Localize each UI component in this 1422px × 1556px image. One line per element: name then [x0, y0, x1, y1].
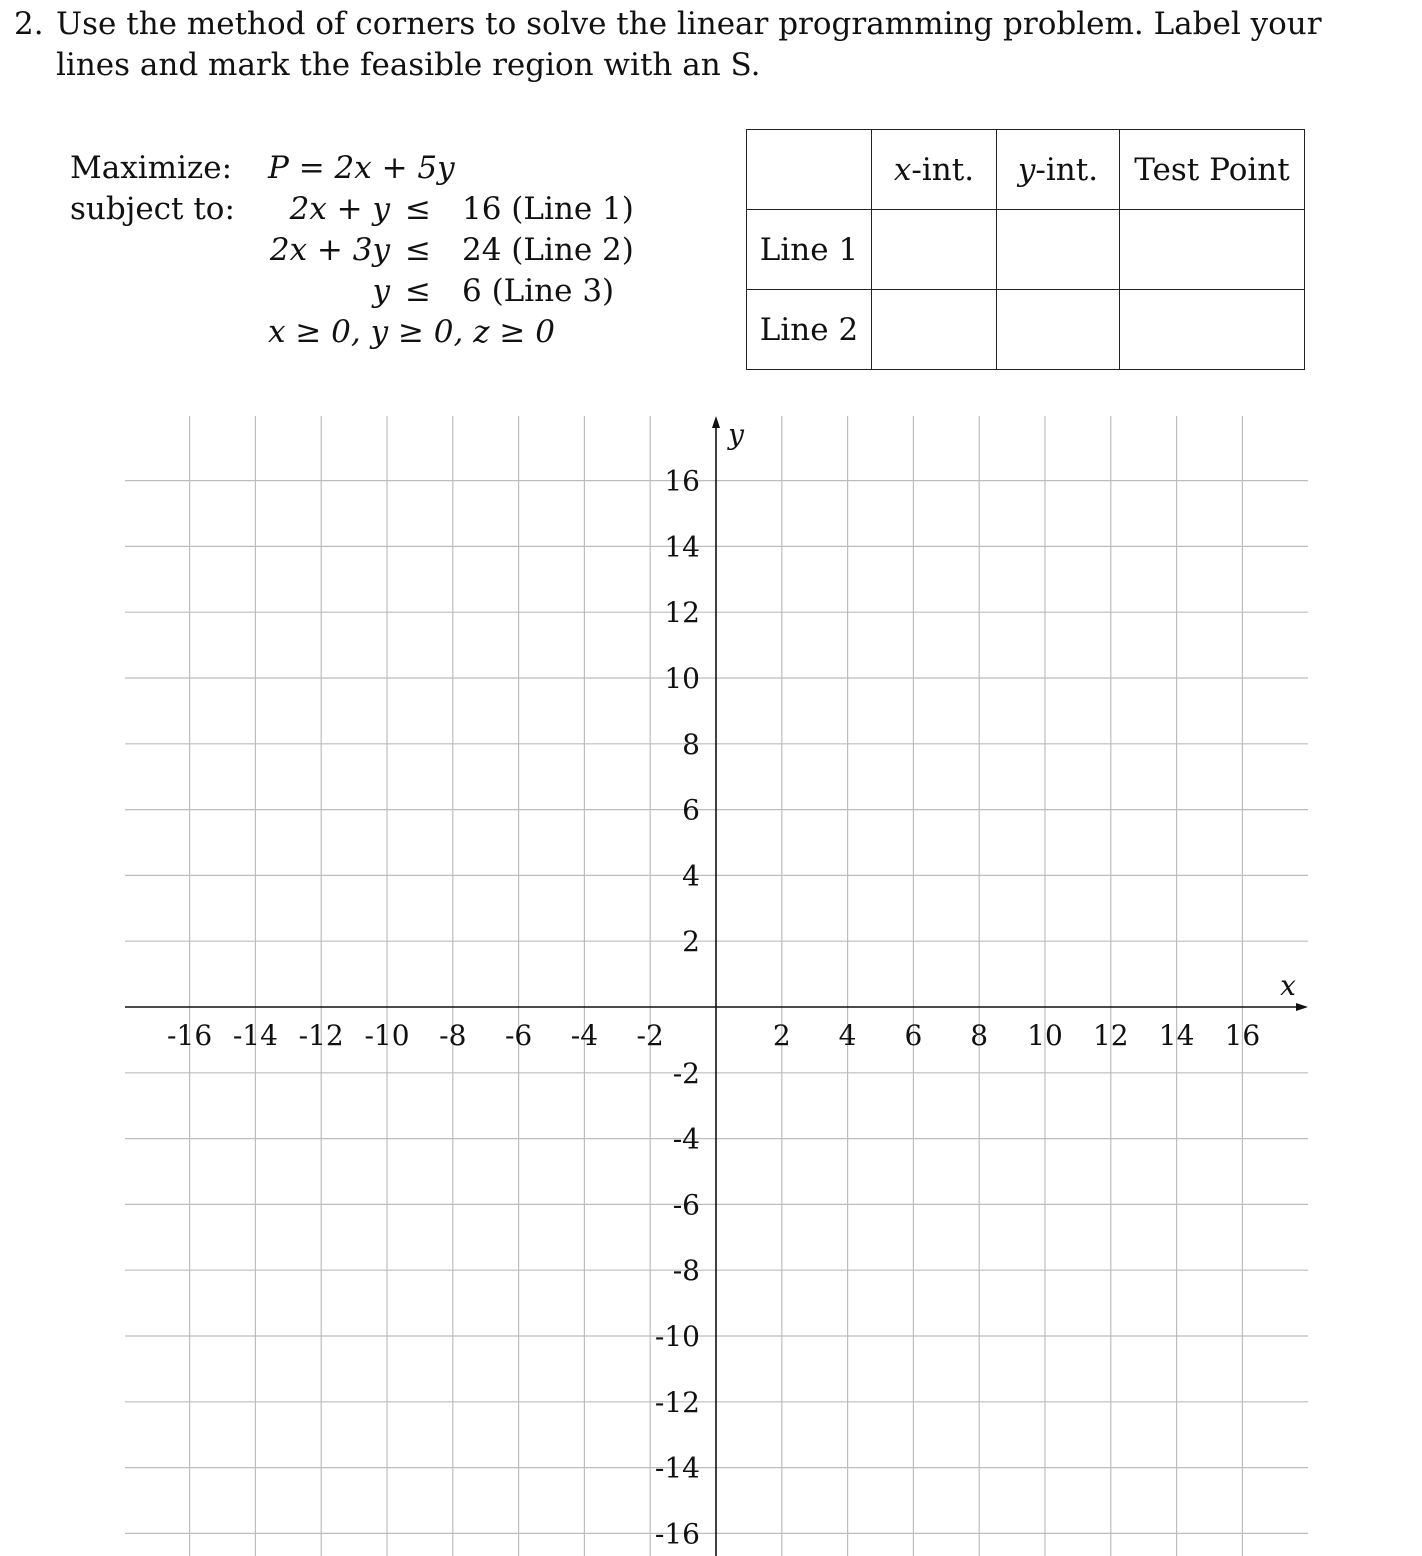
constraint-2-op: ≤ — [405, 232, 431, 268]
x-tick-label: 12 — [1092, 1019, 1129, 1052]
x-tick-label: 8 — [970, 1019, 989, 1052]
constraint-3-op: ≤ — [405, 273, 431, 309]
x-tick-label: 2 — [772, 1019, 791, 1052]
table-header-y-int: y-int. — [997, 130, 1120, 210]
row-label-line-1: Line 1 — [747, 210, 872, 290]
problem-text: Use the method of corners to solve the linear programming problem. Label your lines and mark the feasible region with an S. — [56, 6, 1322, 83]
y-tick-label: 10 — [664, 662, 700, 695]
table-row — [747, 290, 1305, 370]
x-tick-label: -6 — [504, 1019, 533, 1052]
row-label-line-2: Line 2 — [747, 290, 872, 370]
problem-number: 2. — [14, 6, 44, 42]
y-tick-label: 14 — [664, 530, 700, 564]
x-axis-arrow-icon — [1296, 1003, 1308, 1011]
y-tick-label: -10 — [654, 1320, 700, 1353]
line-1-y-int-cell[interactable] — [997, 210, 1120, 290]
line-2-x-int-cell[interactable] — [872, 290, 997, 370]
constraint-2-rhs: 24 (Line 2) — [462, 232, 634, 268]
y-tick-label: -4 — [672, 1122, 700, 1156]
line-2-y-int-cell[interactable] — [997, 290, 1120, 370]
table-row — [747, 210, 1305, 290]
x-tick-label: 14 — [1158, 1019, 1195, 1052]
constraint-2-lhs: 2x + 3y — [269, 232, 390, 268]
y-tick-label: 16 — [664, 464, 700, 498]
y-tick-label: -16 — [654, 1517, 700, 1551]
x-tick-label: 16 — [1224, 1019, 1261, 1052]
x-axis-label: x — [1280, 969, 1296, 1002]
axes — [125, 416, 1308, 1556]
constraint-3-lhs: y — [372, 273, 390, 309]
y-tick-label: 8 — [682, 727, 700, 761]
constraint-1-rhs: 16 (Line 1) — [462, 191, 634, 227]
y-tick-label: -6 — [672, 1188, 700, 1222]
line-2-test-point-cell[interactable] — [1120, 290, 1305, 370]
y-tick-label: 4 — [682, 859, 700, 893]
table-header-row — [747, 130, 1305, 210]
y-tick-label: 12 — [664, 596, 700, 630]
y-tick-label: 2 — [682, 925, 700, 959]
table-header-blank — [747, 130, 872, 210]
x-tick-label: -16 — [167, 1019, 213, 1052]
x-tick-label: -12 — [298, 1019, 344, 1052]
x-tick-label: -8 — [439, 1019, 467, 1052]
line-1-x-int-cell[interactable] — [872, 210, 997, 290]
x-tick-label: -4 — [570, 1019, 599, 1052]
coordinate-grid[interactable] — [0, 400, 1422, 1556]
x-tick-label: 6 — [904, 1019, 923, 1052]
y-axis-arrow-icon — [712, 416, 720, 428]
y-tick-label: -2 — [672, 1056, 700, 1090]
table-header-x-int: x-int. — [872, 130, 997, 210]
y-tick-label: -14 — [654, 1451, 700, 1485]
constraint-1-lhs: 2x + y — [289, 191, 390, 227]
constraint-1-op: ≤ — [405, 191, 431, 227]
x-tick-label: -10 — [364, 1019, 410, 1052]
table-header-test-point: Test Point — [1120, 130, 1305, 210]
constraint-3-rhs: 6 (Line 3) — [462, 273, 615, 309]
y-axis-label: y — [728, 418, 744, 451]
intercepts-table — [746, 129, 1305, 370]
x-tick-label: -2 — [636, 1019, 664, 1052]
x-tick-label: -14 — [232, 1019, 278, 1052]
y-tick-label: 6 — [682, 793, 700, 827]
y-tick-label: -8 — [672, 1254, 700, 1288]
y-tick-label: -12 — [654, 1385, 700, 1419]
objective-function: P = 2x + 5y — [268, 150, 455, 186]
subject-to-label: subject to: — [70, 191, 235, 227]
line-1-test-point-cell[interactable] — [1120, 210, 1305, 290]
x-tick-label: 4 — [838, 1019, 857, 1052]
maximize-label: Maximize: — [70, 150, 233, 186]
nonnegativity-constraints: x ≥ 0, y ≥ 0, z ≥ 0 — [268, 314, 555, 350]
x-tick-label: 10 — [1027, 1019, 1063, 1052]
